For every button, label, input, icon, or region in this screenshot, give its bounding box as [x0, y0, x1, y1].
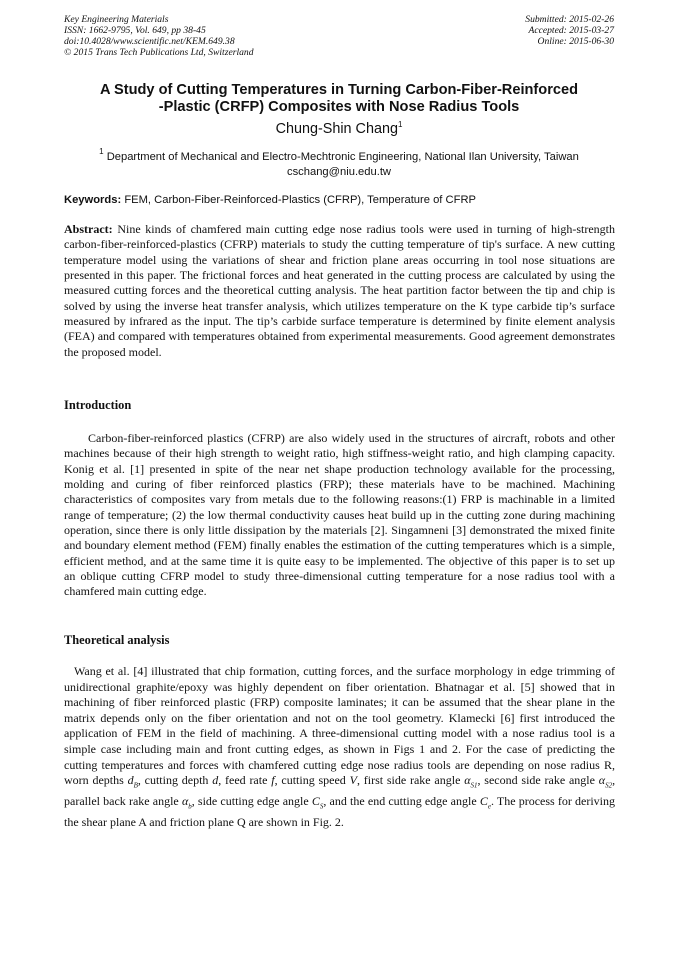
author-email: cschang@niu.edu.tw — [286, 166, 392, 178]
doi-line: doi:10.4028/www.scientific.net/KEM.649.38 — [64, 36, 235, 47]
introduction-paragraph: Carbon-fiber-reinforced plastics (CFRP) are also widely used in the structures of aircraft, robots and other machines because of their high strength to weight ratio, high stiffness-weight ratio, and high clamping capacity. Konig et al. [1] presented in spite of the near net shape production technology available for the processing, molding and curing of fiber reinforced plastics (FRP); these materials have to be machined. Machining characteristics of composites vary from metals due to the following reasons:(1) FRP is machinable in a limited range of temperature; (2) the low thermal conductivity causes heat build up in the cutting zone during machining operation, since there is only little dissipation by the materials [2]. Singamneni [3] demonstrated the mixed finite and boundary element method (FEM) finally enables the estimation of the cutting temperatures which is a simple, efficient method, and at the same time it is quite easy to be implemented. The objective of this paper is to set up an oblique cutting CFRP model to study three-dimensional cutting temperature for a nose radius tool with a chamfered main cutting edge. — [64, 431, 615, 599]
affiliation-block — [40, 147, 638, 180]
symbol-cutting-depth: d — [212, 773, 219, 788]
affiliation-mark: 1 — [99, 147, 104, 156]
symbol-cutting-speed: V — [349, 773, 357, 788]
abstract-label: Abstract: — [64, 222, 113, 236]
symbol-worn-depth: $d_B$ — [127, 773, 138, 790]
submitted-date: Submitted: 2015-02-26 — [525, 14, 614, 25]
keywords-text: FEM, Carbon-Fiber-Reinforced-Plastics (CFRP), Temperature of CFRP — [124, 194, 476, 206]
theory-text-g: , parallel back rake angle — [64, 773, 616, 809]
symbol-end-cutting-edge-angle: $C_e$ — [479, 794, 491, 811]
symbol-side-cutting-edge-angle: $C_S$ — [311, 794, 324, 811]
online-date: Online: 2015-06-30 — [537, 36, 614, 47]
theory-text-i: , and the end cutting edge angle — [323, 794, 477, 809]
symbol-second-side-rake-angle: $\alpha_{S2}$ — [598, 773, 613, 790]
keywords-line — [64, 194, 624, 206]
affiliation-department: Department of Mechanical and Electro-Mechtronic Engineering, National Ilan University, Taiwan — [106, 151, 579, 163]
journal-name: Key Engineering Materials — [64, 14, 169, 25]
symbol-feed-rate: f — [271, 773, 275, 788]
abstract-text: Nine kinds of chamfered main cutting edge nose radius tools were used in turning of high-strength carbon-fiber-reinforced-plastics (CFRP) materials to study the cutting temperature of tip's surface. A new cutting temperature model using the variations of shear and friction plane areas occurring in tool nose situations are presented in this paper. The frictional forces and heat generated in the cutting process are calculated by using the measured cutting forces and the theoretical cutting analysis. The heat partition factor between the tip and chip is solved by using the inverse heat transfer analysis, which utilizes temperature on the K type carbide tip’s surface measured by infrared as the input. The tip’s carbide surface temperature is determined by finite element analysis (FEA) and compared with temperatures obtained from experimental measurements. Good agreement demonstrates the proposed model. — [64, 222, 615, 359]
theory-text-e: , first side rake angle — [356, 773, 461, 788]
theory-text-c: , feed rate — [218, 773, 268, 788]
paper-title — [40, 82, 638, 116]
theory-text-b: , cutting depth — [137, 773, 209, 788]
author-name: Chung-Shin Chang — [275, 121, 398, 137]
author-line — [40, 121, 638, 137]
theory-text-d: , cutting speed — [274, 773, 346, 788]
theoretical-analysis-paragraph — [64, 664, 615, 831]
journal-header-left — [64, 14, 254, 58]
theory-text-j: . The process for deriving the shear plane A and friction plane Q are shown in Fig. 2. — [64, 794, 616, 830]
copyright-line: © 2015 Trans Tech Publications Ltd, Switzerland — [64, 47, 254, 58]
abstract-paragraph — [64, 222, 615, 360]
journal-header-right — [525, 14, 614, 47]
theory-text-a: Wang et al. [4] illustrated that chip formation, cutting forces, and the surface morphology in edge trimming of unidirectional graphite/epoxy was highly dependent on fiber orientation. Bhatnagar et al. [5] showed that in machining of fiber reinforced plastic (FRP) composite laminates; it can be assumed that the shear plane in the matrix depends only on the fiber orientation and not on the tool geometry. Klamecki [6] first introduced the application of FEM in the field of machining. A three-dimensional cutting model with a nose radius tool is a simple case including main and front cutting edges, as shown in Figs 1 and 2. For the case of predicting the cutting temperatures and forces with chamfered cutting edge nose radius tools are depending on nose radius R, worn depths — [64, 664, 615, 788]
title-line-1: A Study of Cutting Temperatures in Turning Carbon-Fiber-Reinforced — [99, 82, 579, 98]
accepted-date: Accepted: 2015-03-27 — [528, 25, 614, 36]
keywords-label: Keywords: — [64, 194, 122, 206]
theoretical-analysis-heading: Theoretical analysis — [64, 633, 170, 647]
symbol-back-rake-angle: $\alpha_b$ — [181, 794, 192, 811]
symbol-first-side-rake-angle: $\alpha_{S1}$ — [464, 773, 478, 790]
theory-text-h: , side cutting edge angle — [191, 794, 309, 809]
issn-line: ISSN: 1662-9795, Vol. 649, pp 38-45 — [64, 25, 206, 36]
author-affiliation-mark: 1 — [397, 120, 403, 129]
title-line-2: -Plastic (CRFP) Composites with Nose Radius Tools — [158, 99, 520, 115]
theory-text-f: , second side rake angle — [477, 773, 595, 788]
introduction-heading: Introduction — [64, 398, 132, 412]
